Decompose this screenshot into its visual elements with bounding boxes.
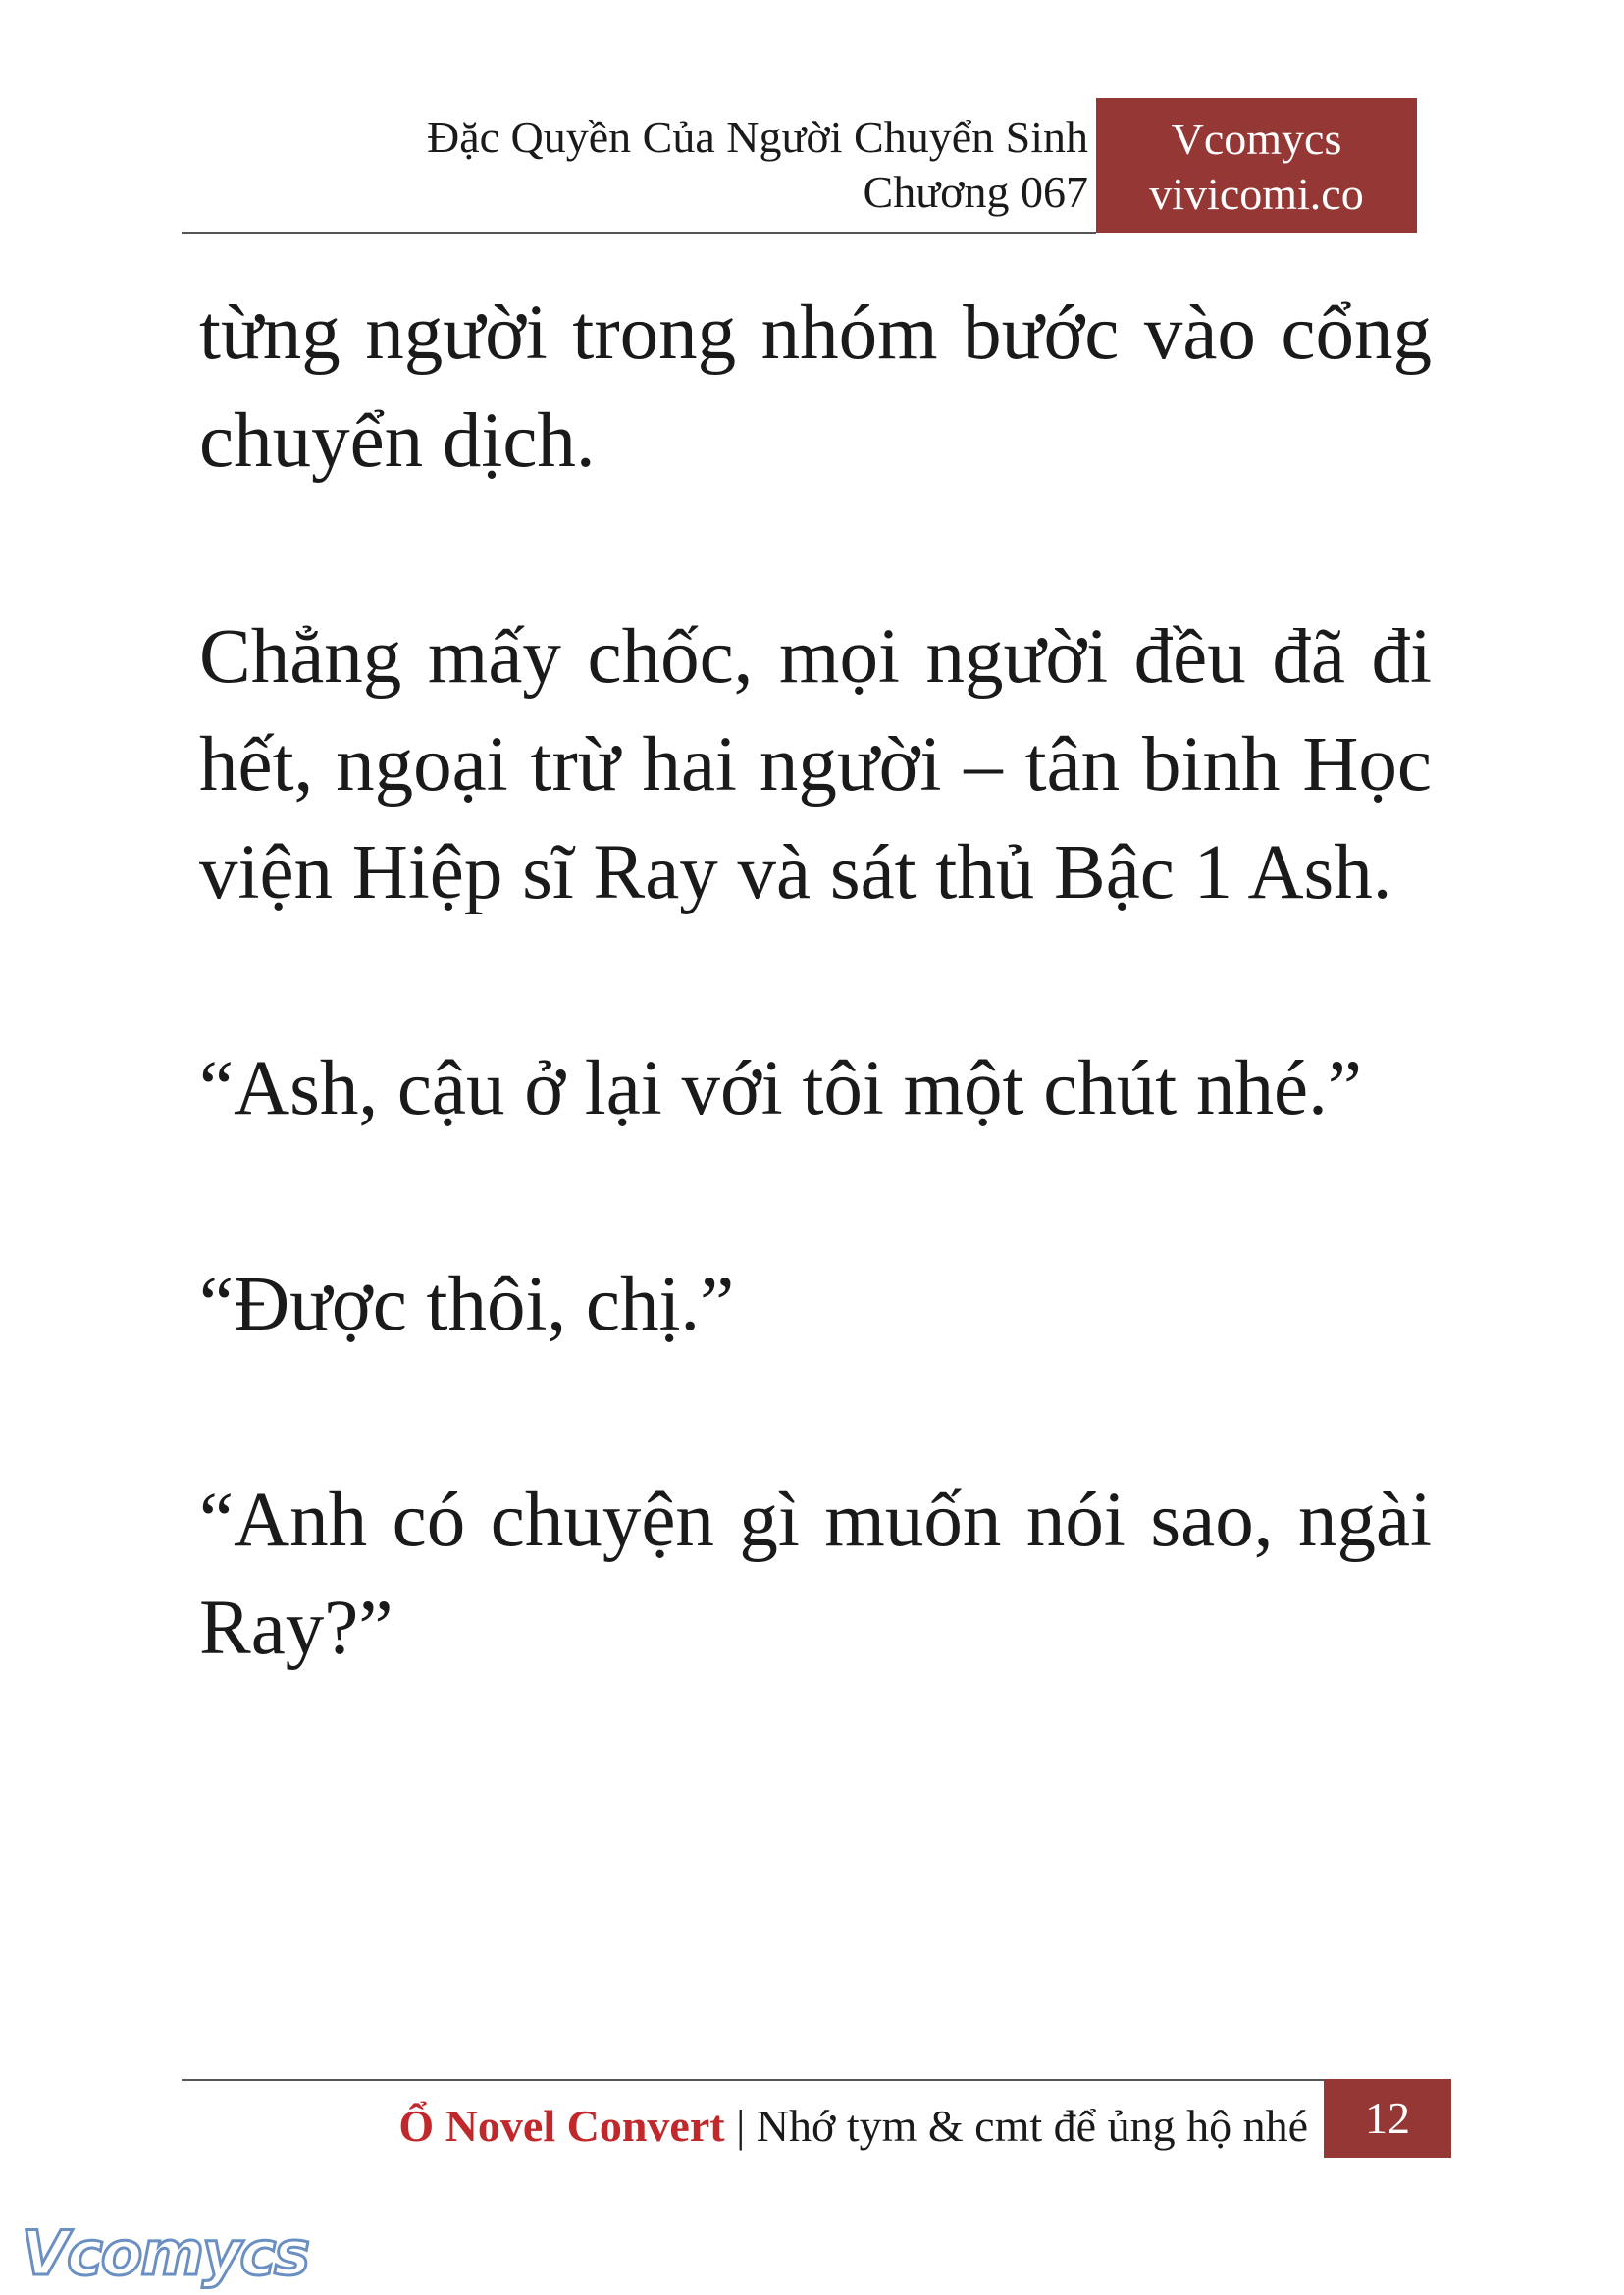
- chapter-body: [199, 280, 1432, 1791]
- footer-separator: |: [736, 2101, 746, 2151]
- paragraph: từng người trong nhóm bước vào cổng chuyển dịch.: [199, 290, 1432, 484]
- watermark-logo: Vcomycs: [22, 2217, 309, 2289]
- footer-divider: [182, 2079, 1324, 2081]
- page-footer: [398, 2097, 1308, 2156]
- page-number: 12: [1324, 2079, 1451, 2158]
- paragraph: Chẳng mấy chốc, mọi người đều đã đi hết, ngoại trừ hai người – tân binh Học viện Hiệp sĩ Ray và sát thủ Bậc 1 Ash.: [199, 614, 1432, 915]
- footer-message: Nhớ tym & cmt để ủng hộ nhé: [756, 2101, 1308, 2151]
- header-divider: [182, 232, 1096, 234]
- footer-brand: Ổ Novel Convert: [398, 2101, 725, 2151]
- paragraph: “Ash, cậu ở lại với tôi một chút nhé.”: [199, 1046, 1362, 1131]
- paragraph: “Anh có chuyện gì muốn nói sao, ngài Ray?”: [199, 1478, 1432, 1671]
- book-title: Đặc Quyền Của Người Chuyển Sinh: [426, 112, 1088, 162]
- site-badge-name: Vcomycs: [1171, 114, 1342, 164]
- chapter-label: Chương 067: [863, 167, 1088, 217]
- page-header: [427, 110, 1088, 220]
- site-badge: [1096, 98, 1417, 233]
- paragraph: “Được thôi, chị.”: [199, 1262, 735, 1347]
- site-badge-url: vivicomi.co: [1149, 169, 1364, 219]
